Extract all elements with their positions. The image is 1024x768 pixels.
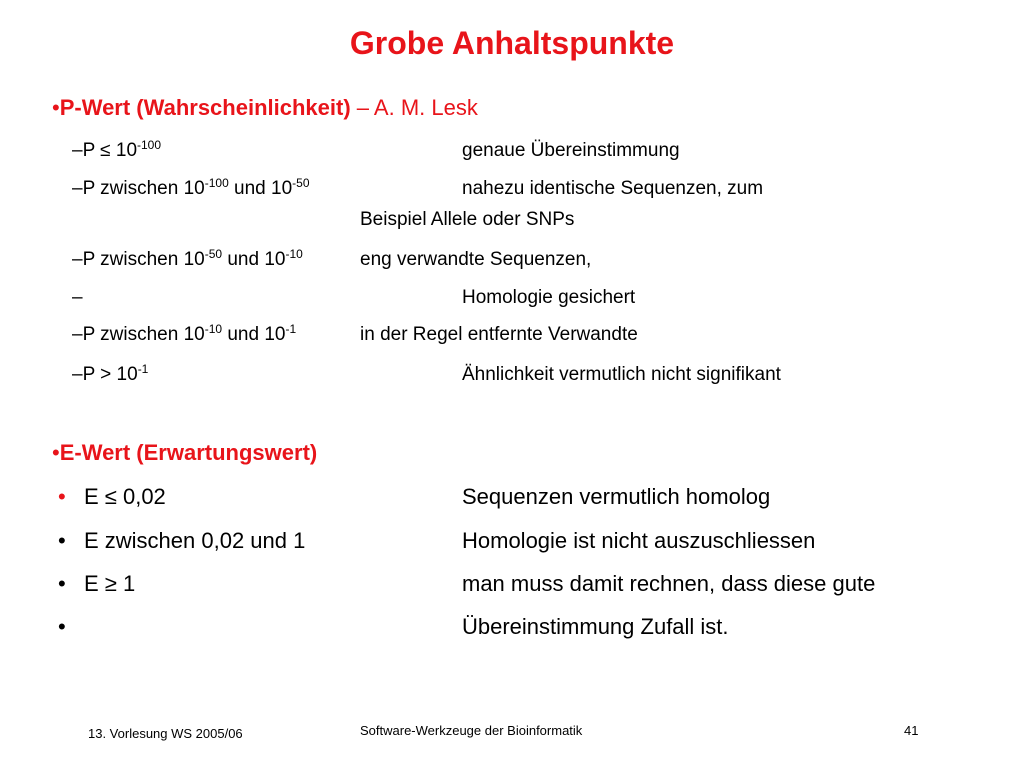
footer-lecture: 13. Vorlesung WS 2005/06 (88, 726, 243, 741)
e-row-3-bullet: • (58, 571, 66, 596)
e-row-3-left: E ≥ 1 (84, 571, 136, 596)
e-value-heading (52, 440, 317, 466)
e-row-4-bullet: • (58, 614, 66, 639)
p-row-6-left: $-P > 10^{-1}$ (72, 362, 149, 385)
p-row-6-right: Ähnlichkeit vermutlich nicht signifikant (462, 364, 781, 385)
e-row-1-right: Sequenzen vermutlich homolog (462, 484, 771, 509)
e-heading-text: E-Wert (Erwartungswert) (59, 440, 318, 465)
e-row-1-left: E ≤ 0,02 (84, 484, 166, 509)
p-row-1-right: genaue Übereinstimmung (462, 140, 680, 161)
p-row-5-left: –P zwischen $10^{-10}$ und $10^{-1}$ (72, 322, 297, 345)
footer-course: Software-Werkzeuge der Bioinformatik (360, 723, 583, 738)
p-row-1-left: $-P \le 10^{-100}$ (72, 138, 162, 161)
p-row-2-right-cont: Beispiel Allele oder SNPs (360, 209, 575, 230)
e-row-2-left: E zwischen 0,02 und 1 (84, 528, 306, 553)
footer-page-number: 41 (904, 723, 919, 738)
p-value-heading (52, 95, 478, 121)
p-row-2-right: nahezu identische Sequenzen, zum (462, 178, 764, 199)
p-row-4-right: Homologie gesichert (462, 287, 636, 308)
p-row-3-left: –P zwischen $10^{-50}$ und $10^{-10}$ (72, 247, 303, 270)
p-heading-author: – A. M. Lesk (356, 95, 478, 120)
p-heading-text: P-Wert (Wahrscheinlichkeit) (59, 95, 351, 120)
e-row-3-right: man muss damit rechnen, dass diese gute (462, 571, 876, 596)
e-bullet: • (52, 440, 60, 465)
p-row-5-right: in der Regel entfernte Verwandte (360, 324, 638, 345)
p-row-3-right: eng verwandte Sequenzen, (360, 249, 592, 270)
p-bullet: • (52, 95, 60, 120)
e-row-2-right: Homologie ist nicht auszuschliessen (462, 528, 816, 553)
e-row-4-right: Übereinstimmung Zufall ist. (462, 614, 729, 639)
p-row-2-left: –P zwischen $10^{-100}$ und $10^{-50}$ (72, 176, 310, 199)
p-row-4-left: – (72, 287, 83, 308)
e-row-1-bullet: • (58, 484, 66, 509)
slide-title: Grobe Anhaltspunkte (349, 25, 675, 61)
e-row-2-bullet: • (58, 528, 66, 553)
